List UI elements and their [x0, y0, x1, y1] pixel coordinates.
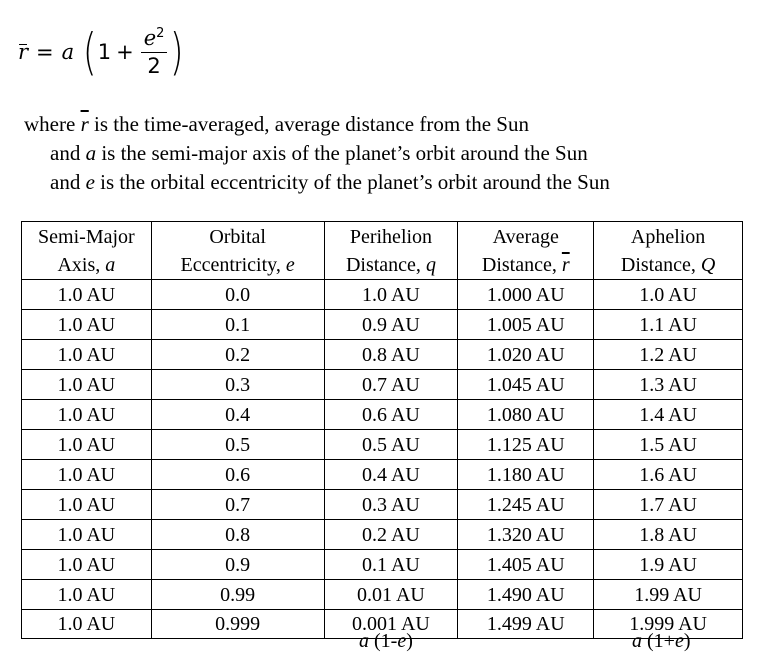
- table-cell: 0.2: [151, 340, 324, 370]
- header-line: Distance,: [620, 254, 701, 276]
- table-cell: 0.4 AU: [324, 460, 458, 490]
- table-cell: 1.405 AU: [458, 550, 594, 580]
- table-body: [22, 280, 743, 639]
- table-cell: 0.2 AU: [324, 520, 458, 550]
- header-line: Perihelion: [349, 226, 433, 248]
- desc-a-var: a: [85, 141, 97, 165]
- table-cell: 1.0 AU: [22, 460, 152, 490]
- table-row: [22, 400, 743, 430]
- table-cell: 0.7 AU: [324, 370, 458, 400]
- variable-descriptions: [24, 110, 610, 197]
- table-cell: 1.045 AU: [458, 370, 594, 400]
- foot-a: a: [359, 630, 369, 652]
- foot-e: e: [397, 630, 407, 652]
- table-cell: 1.0 AU: [324, 280, 458, 310]
- table-cell: 1.0 AU: [22, 340, 152, 370]
- table-cell: 1.0 AU: [22, 370, 152, 400]
- formula-a: a: [61, 40, 75, 64]
- table-cell: 1.7 AU: [594, 490, 743, 520]
- header-line: Aphelion: [630, 226, 706, 248]
- foot-text: (1-: [369, 630, 398, 652]
- header-aphelion: [594, 222, 743, 280]
- table-row: [22, 550, 743, 580]
- table-cell: 1.0 AU: [22, 580, 152, 610]
- table-cell: 0.6 AU: [324, 400, 458, 430]
- table-cell: 1.5 AU: [594, 430, 743, 460]
- table-row: [22, 370, 743, 400]
- desc-e-var: e: [85, 170, 95, 194]
- table-cell: 0.99: [151, 580, 324, 610]
- header-line: Average: [492, 226, 559, 248]
- header-perihelion: [324, 222, 458, 280]
- table-cell: 1.999 AU: [594, 610, 743, 639]
- desc-e-text: is the orbital eccentricity of the planet’s orbit around the Sun: [94, 170, 610, 194]
- table-cell: 0.1 AU: [324, 550, 458, 580]
- table-cell: 0.01 AU: [324, 580, 458, 610]
- foot-text: (1+: [642, 630, 675, 652]
- table-row: [22, 490, 743, 520]
- aphelion-formula-note: [632, 630, 691, 653]
- table-cell: 1.000 AU: [458, 280, 594, 310]
- table-cell: 0.999: [151, 610, 324, 639]
- table-row: [22, 580, 743, 610]
- table-cell: 1.1 AU: [594, 310, 743, 340]
- formula-numerator-e: e: [143, 26, 157, 51]
- foot-a: a: [632, 630, 642, 652]
- table-row: [22, 430, 743, 460]
- table-cell: 0.3: [151, 370, 324, 400]
- formula-numerator: [141, 27, 168, 52]
- table-cell: 0.0: [151, 280, 324, 310]
- foot-close: ): [406, 630, 413, 652]
- formula-open-paren: (: [83, 23, 97, 81]
- table-cell: 1.0 AU: [22, 610, 152, 639]
- formula-one: 1: [97, 40, 112, 64]
- table-cell: 0.8 AU: [324, 340, 458, 370]
- description-line-e: [24, 168, 610, 197]
- formula-numerator-exp: 2: [156, 26, 165, 42]
- desc-where: where: [24, 112, 81, 136]
- table-cell: 1.080 AU: [458, 400, 594, 430]
- table-cell: 0.3 AU: [324, 490, 458, 520]
- table-cell: 1.005 AU: [458, 310, 594, 340]
- table-cell: 0.9 AU: [324, 310, 458, 340]
- header-eccentricity: [151, 222, 324, 280]
- formula-denominator: 2: [147, 53, 161, 78]
- average-distance-formula: [18, 22, 185, 82]
- table-cell: 1.9 AU: [594, 550, 743, 580]
- table-cell: 0.5 AU: [324, 430, 458, 460]
- table-header-row: [22, 222, 743, 280]
- formula-r-bar: r: [18, 40, 29, 64]
- header-line: Axis,: [57, 254, 106, 276]
- table-cell: 1.6 AU: [594, 460, 743, 490]
- formula-plus: +: [116, 40, 134, 64]
- desc-and-e: and: [50, 170, 86, 194]
- table-row: [22, 340, 743, 370]
- table-cell: 1.8 AU: [594, 520, 743, 550]
- header-line: Eccentricity,: [180, 254, 286, 276]
- table-cell: 1.125 AU: [458, 430, 594, 460]
- table-cell: 0.7: [151, 490, 324, 520]
- table-cell: 1.4 AU: [594, 400, 743, 430]
- header-symbol: e: [285, 254, 295, 276]
- header-symbol: q: [425, 254, 436, 276]
- table-cell: 0.6: [151, 460, 324, 490]
- table-cell: 0.9: [151, 550, 324, 580]
- table-row: [22, 280, 743, 310]
- table-cell: 0.5: [151, 430, 324, 460]
- table-cell: 1.499 AU: [458, 610, 594, 639]
- table-cell: 1.245 AU: [458, 490, 594, 520]
- table-cell: 0.4: [151, 400, 324, 430]
- table-cell: 1.99 AU: [594, 580, 743, 610]
- header-line: Orbital: [209, 226, 266, 248]
- header-average-distance: [458, 222, 594, 280]
- table-cell: 1.0 AU: [22, 400, 152, 430]
- table-cell: 1.0 AU: [22, 550, 152, 580]
- table-cell: 1.0 AU: [22, 490, 152, 520]
- header-symbol: a: [105, 254, 116, 276]
- table-row: [22, 310, 743, 340]
- header-line: Distance,: [481, 254, 562, 276]
- table-cell: 0.8: [151, 520, 324, 550]
- perihelion-formula-note: [359, 630, 413, 653]
- table-cell: 1.0 AU: [594, 280, 743, 310]
- table-row: [22, 520, 743, 550]
- table-cell: 1.490 AU: [458, 580, 594, 610]
- table-cell: 1.020 AU: [458, 340, 594, 370]
- table-cell: 1.180 AU: [458, 460, 594, 490]
- description-line-r: [24, 110, 610, 139]
- header-symbol: Q: [700, 254, 716, 276]
- desc-r-bar: $\overline{r}$: [80, 112, 89, 136]
- table-cell: 1.2 AU: [594, 340, 743, 370]
- table-cell: 1.0 AU: [22, 430, 152, 460]
- table-cell: 1.3 AU: [594, 370, 743, 400]
- table-cell: 1.0 AU: [22, 520, 152, 550]
- foot-close: ): [683, 630, 691, 652]
- header-line: Semi-Major: [38, 226, 135, 248]
- desc-r-text: is the time-averaged, average distance from the Sun: [88, 112, 529, 136]
- desc-a-text: is the semi-major axis of the planet’s orbit around the Sun: [96, 141, 588, 165]
- foot-e: e: [674, 630, 684, 652]
- formula-equals: =: [36, 40, 54, 64]
- header-semi-major-axis: [22, 222, 152, 280]
- desc-and-a: and: [50, 141, 86, 165]
- formula-close-paren: ): [170, 23, 184, 81]
- table-cell: 1.0 AU: [22, 280, 152, 310]
- orbit-distance-table: [21, 221, 743, 639]
- table-cell: 1.320 AU: [458, 520, 594, 550]
- table-cell: 1.0 AU: [22, 310, 152, 340]
- header-line: Distance,: [345, 254, 426, 276]
- table-row: [22, 460, 743, 490]
- formula-fraction: [141, 27, 168, 76]
- table-cell: 0.1: [151, 310, 324, 340]
- table-cell: 0.001 AU: [324, 610, 458, 639]
- description-line-a: [24, 139, 610, 168]
- header-symbol: $\overline{r}$: [561, 254, 570, 276]
